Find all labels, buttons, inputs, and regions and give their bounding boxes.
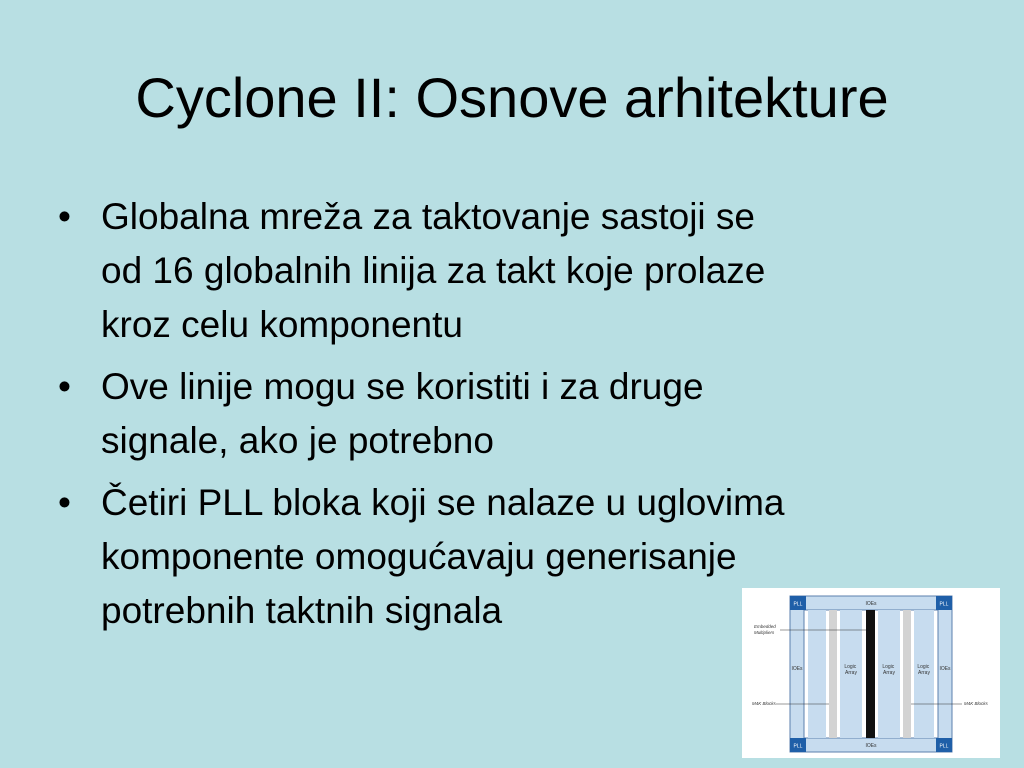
bullet-text-line: kroz celu komponentu [101, 304, 463, 345]
m4k-label-left: M4K Blocks [752, 701, 776, 706]
ioe-label-right: IOEs [939, 666, 951, 672]
m4k-block-column [829, 610, 837, 738]
logic-array-label: Logic Array [882, 664, 895, 676]
bullet-dot: • [58, 366, 71, 407]
m4k-block-column [903, 610, 911, 738]
bullet-text-line: potrebnih taktnih signala [101, 590, 503, 631]
pll-label: PLL [939, 743, 949, 750]
bullet-list [58, 190, 958, 646]
bullet-dot: • [58, 482, 71, 523]
bullet-item [58, 360, 958, 468]
pll-label: PLL [793, 743, 803, 750]
bullet-text-line: Ove linije mogu se koristiti i za druge [101, 366, 704, 407]
bullet-text-line: komponente omogućavaju generisanje [101, 536, 737, 577]
bullet-item [58, 190, 958, 352]
bullet-text-line: od 16 globalnih linija za takt koje prolaze [101, 250, 766, 291]
ioe-label-bottom: IOEs [865, 743, 877, 749]
ioe-label-top: IOEs [865, 601, 877, 607]
logic-array-label: Logic Array [844, 664, 857, 676]
multiplier-column [866, 610, 875, 738]
logic-array-column [808, 610, 826, 738]
bullet-text-line: Četiri PLL bloka koji se nalaze u uglovima [101, 482, 785, 523]
pll-label: PLL [939, 601, 949, 608]
embedded-multipliers-label: Embedded Multipliers [754, 624, 776, 635]
m4k-label-right: M4K Blocks [964, 701, 988, 706]
logic-array-label: Logic Array [917, 664, 930, 676]
bullet-dot: • [58, 196, 71, 237]
slide-title: Cyclone II: Osnove arhitekture [135, 66, 889, 129]
architecture-diagram [742, 588, 1000, 758]
pll-label: PLL [793, 601, 803, 608]
ioe-label-left: IOEs [791, 666, 803, 672]
bullet-text-line: Globalna mreža za taktovanje sastoji se [101, 196, 756, 237]
bullet-text-line: signale, ako je potrebno [101, 420, 494, 461]
